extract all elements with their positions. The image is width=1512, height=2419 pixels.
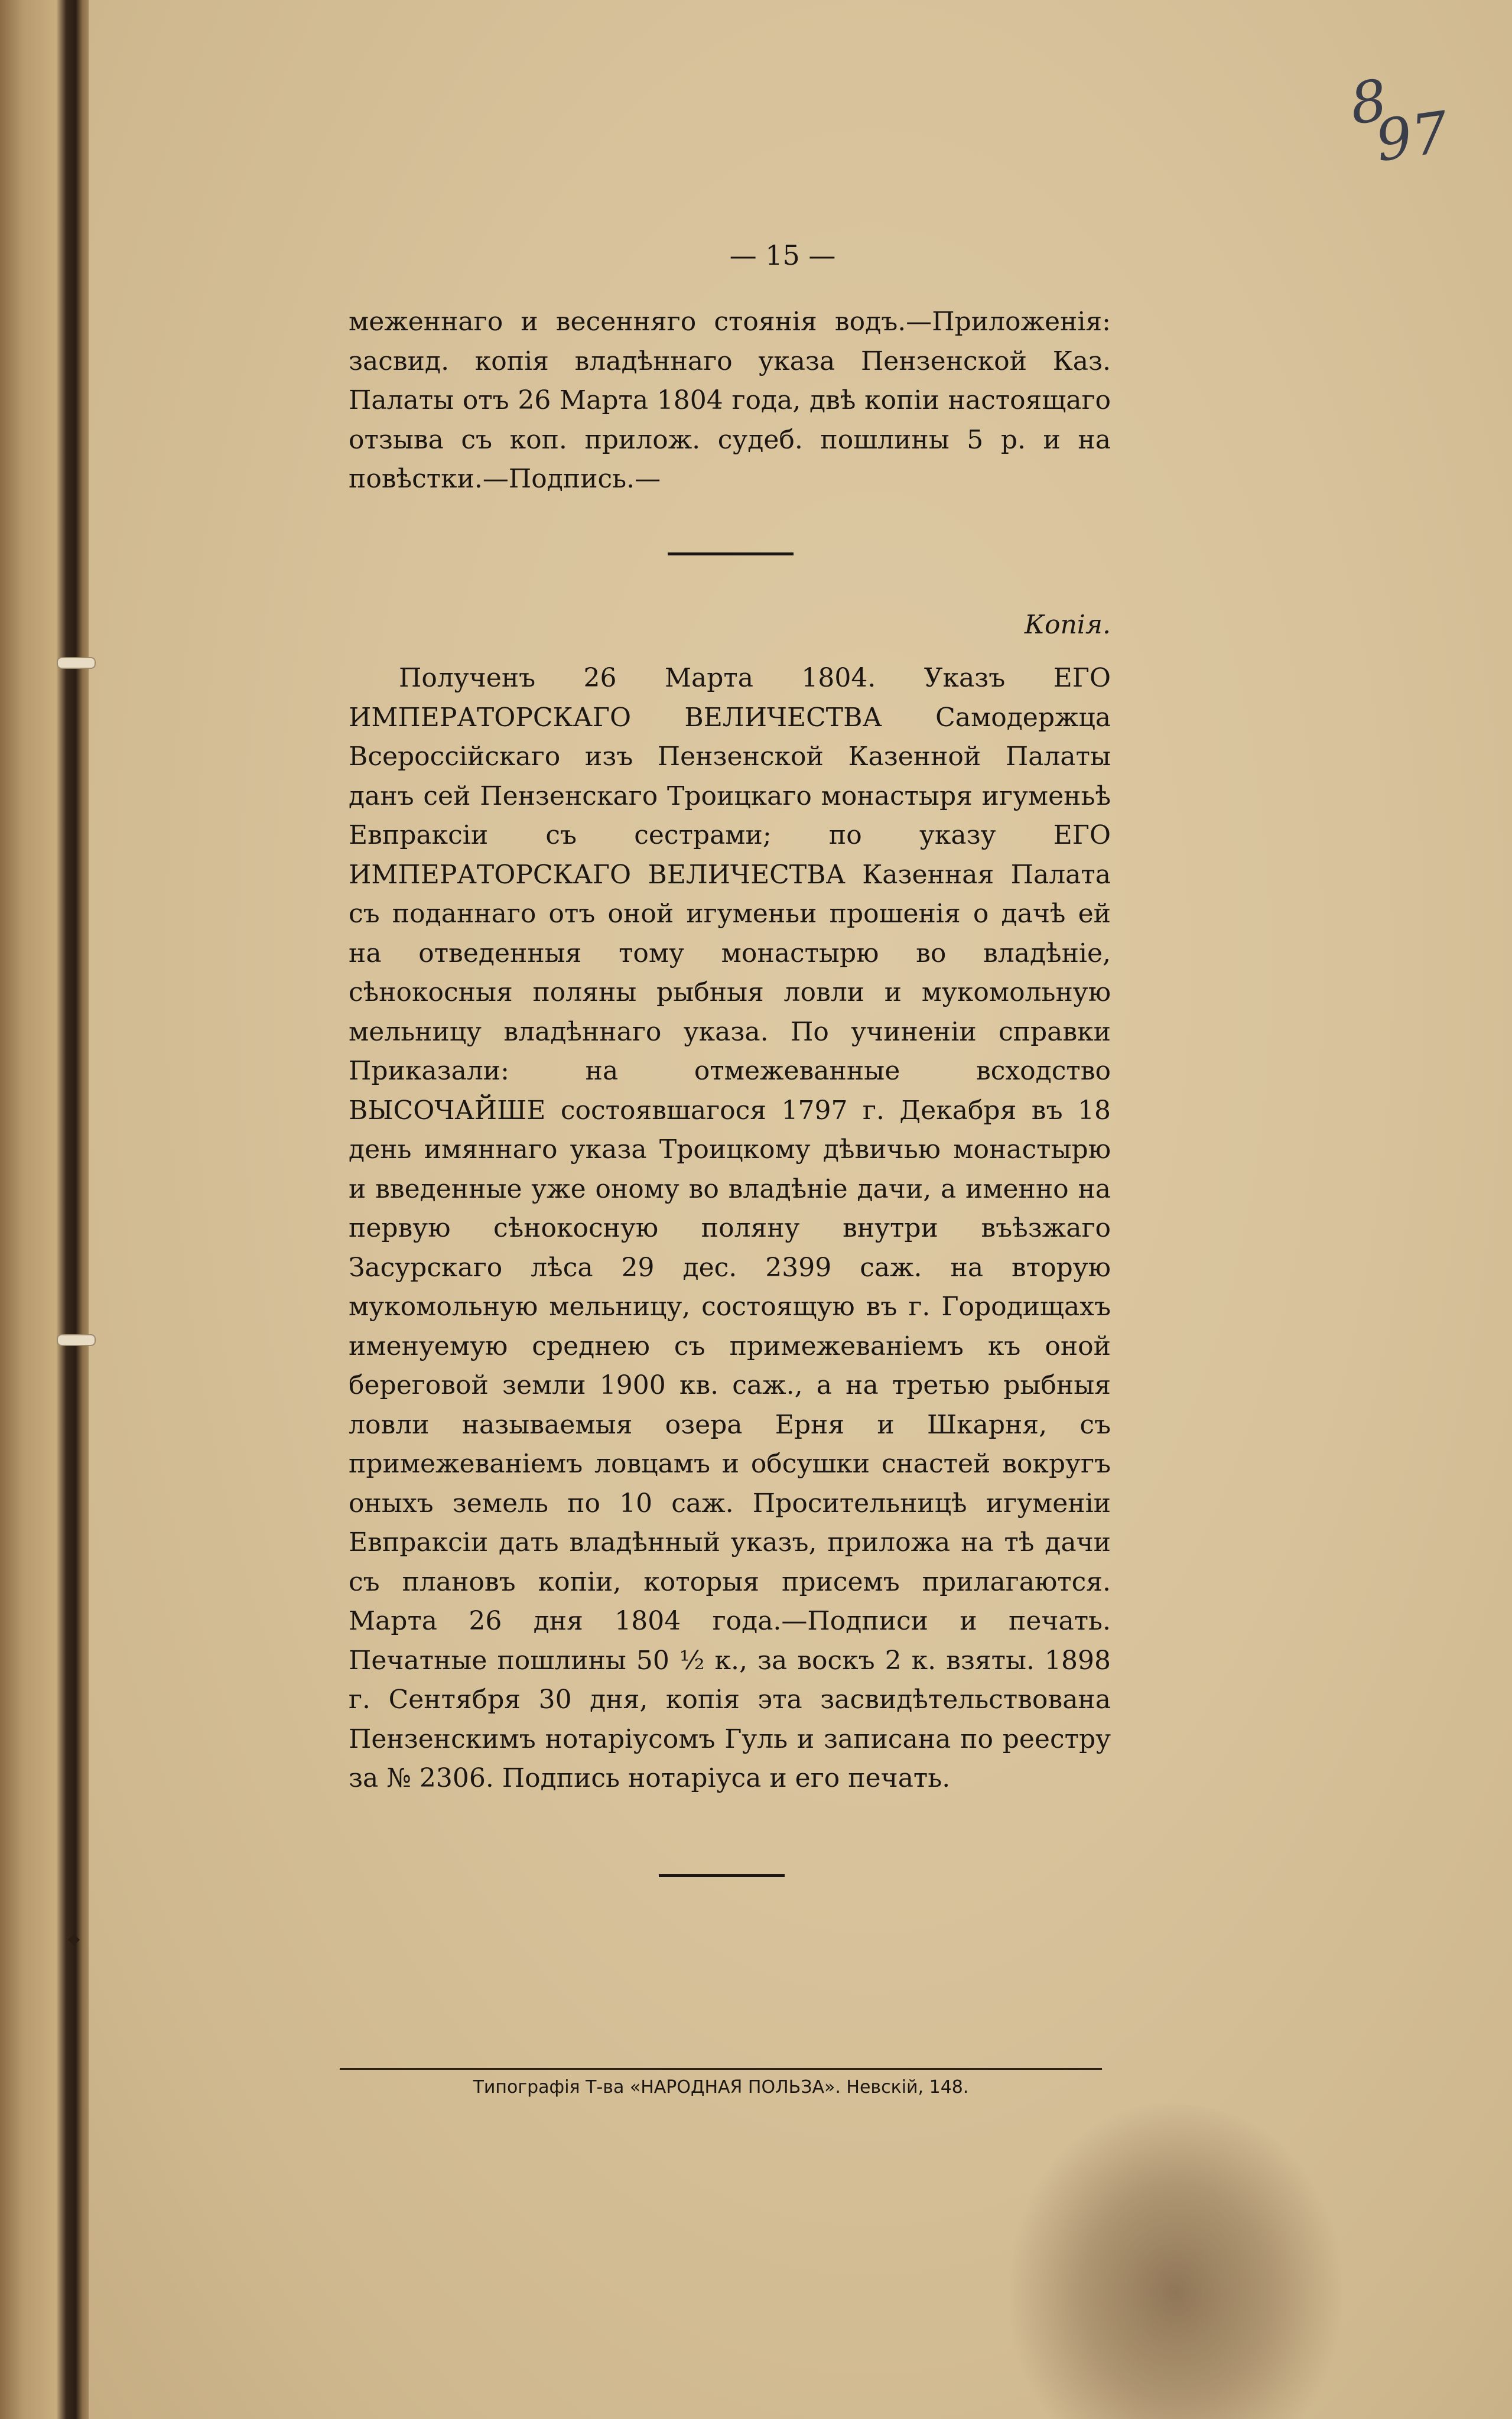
copy-heading: Копія. [1024,610,1111,640]
corner-note-top: 8 [1346,67,1391,138]
binding-thread-top [57,657,96,669]
paragraph-decree-copy: Полученъ 26 Марта 1804. Указъ ЕГО ИМПЕРАТОРСКАГО ВЕЛИЧЕСТВА Самодержца Всероссійскаго изъ Пензенской Казенной Палаты данъ сей Пензенскаго Троицкаго монастыря игуменьѣ Евпраксіи съ сестрами; по указу ЕГО ИМПЕРАТОРСКАГО ВЕЛИЧЕСТВА Казенная Палата съ поданнаго отъ оной игуменьи прошенія о дачѣ ей на отведенныя тому монастырю во владѣніе, сѣнокосныя поляны рыбныя ловли и мукомольную мельницу владѣннаго указа. По учиненіи справки Приказали: на отмежеванные всходство ВЫСОЧАЙШЕ состоявшагося 1797 г. Декабря въ 18 день имяннаго указа Троицкому дѣвичью монастырю и введенные уже оному во владѣніе дачи, а именно на первую сѣнокосную поляну внутри въѣзжаго Засурскаго лѣса 29 дес. 2399 саж. на вторую мукомольную мельницу, состоящую въ г. Городищахъ именуемую среднею съ примежеваніемъ къ оной береговой земли 1900 кв. саж., а на третью рыбныя ловли называемыя озера Ерня и Шкарня, съ примежеваніемъ ловцамъ и обсушки снастей вокругъ оныхъ земель по 10 саж. Просительницѣ игуменіи Евпраксіи дать владѣнный указъ, приложа на тѣ дачи съ плановъ копіи, которыя присемъ прилагаются. Марта 26 дня 1804 года.—Подписи и печать. Печатные пошлины 50 ½ к., за воскъ 2 к. взяты. 1898 г. Сентября 30 дня, копія эта засвидѣтельствована Пензенскимъ нотаріусомъ Гуль и записана по реестру за № 2306. Подпись нотаріуса и его печать. [349,663,1111,1793]
footer-rule [340,2068,1102,2070]
section-divider-bottom [659,1874,785,1877]
paper-stain [1010,2103,1341,2419]
paragraph-continuation: меженнаго и весенняго стоянія водъ.—Приложенія: засвид. копія владѣннаго указа Пензенской Каз. Палаты отъ 26 Марта 1804 года, двѣ копіи настоящаго отзыва съ коп. прилож. судеб. пошлины 5 р. и на повѣстки.—Подпись.— [349,307,1111,494]
book-binding-edge [0,0,97,2419]
corner-note-bottom: 97 [1371,99,1452,175]
page-number: — 15 — [729,239,836,271]
handwritten-corner-note [1347,64,1451,173]
binding-thread-bottom [57,1334,96,1346]
printer-imprint: Типографія Т-ва «НАРОДНАЯ ПОЛЬЗА». Невскій, 148. [473,2077,969,2098]
section-divider-top [668,552,794,555]
